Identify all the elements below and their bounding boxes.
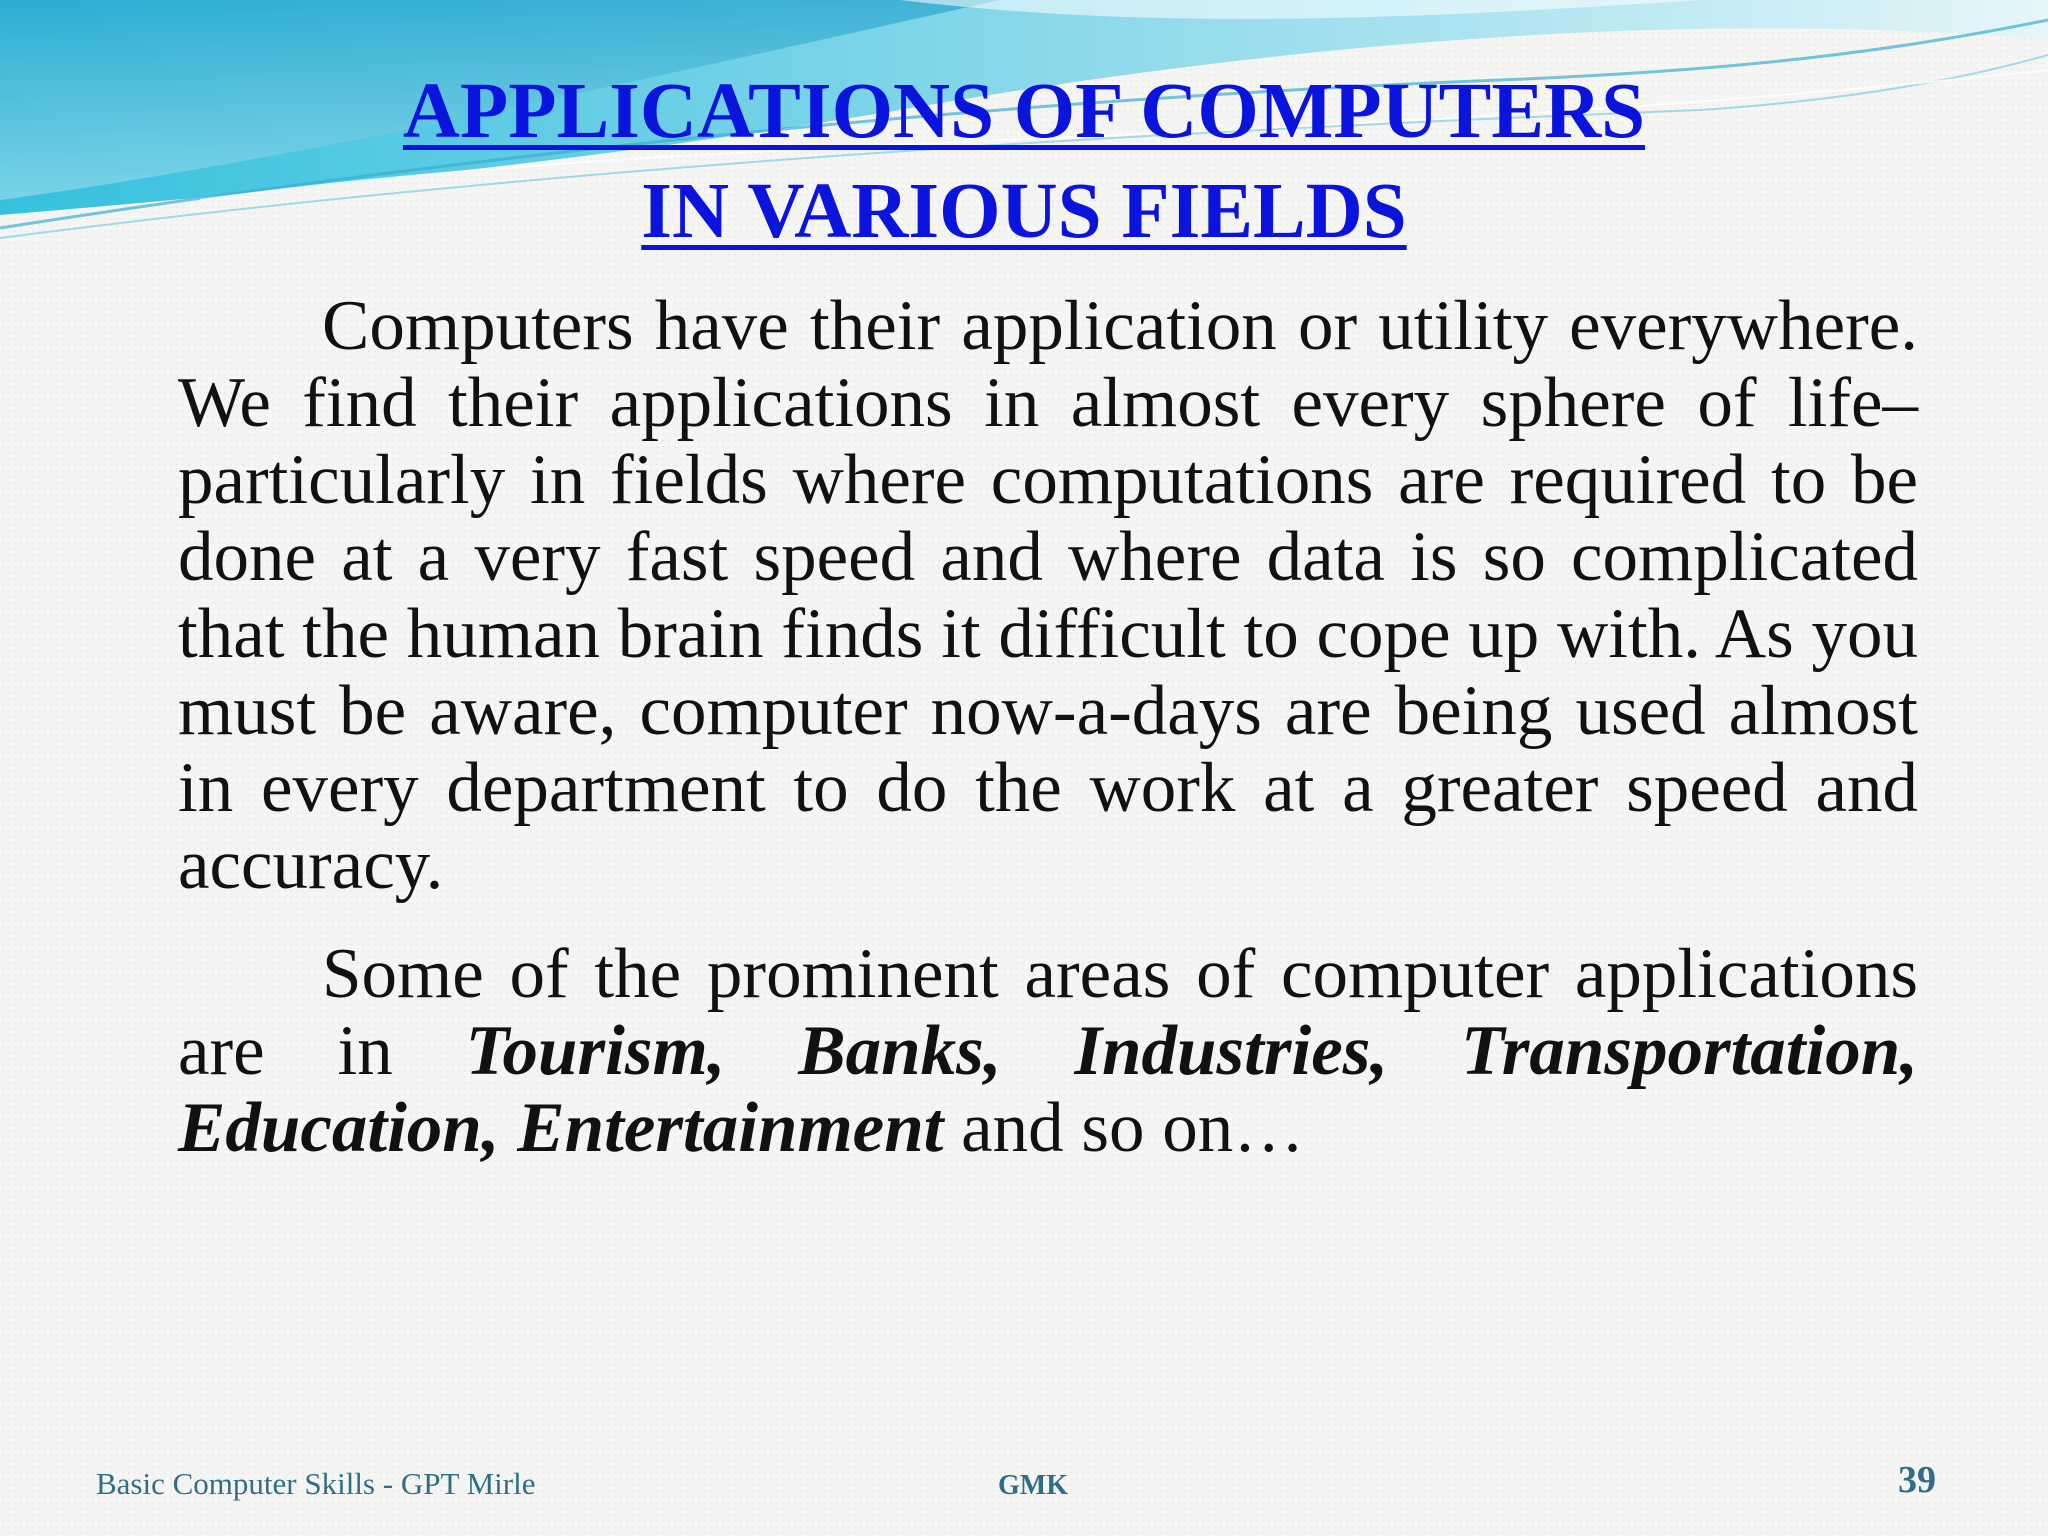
footer-course-name: Basic Computer Skills - GPT Mirle [96,1466,536,1501]
field-entertainment: Entertainment [517,1089,944,1167]
field-banks: Banks, [798,1012,1002,1090]
footer-author-initials: GMK [998,1470,1068,1501]
slide-title [0,62,2048,262]
paragraph-2 [178,936,1918,1167]
field-education: Education, [178,1089,500,1167]
paragraph-2-intro: Some of the prominent areas of computer applications are in [178,935,1918,1090]
title-line-2: IN VARIOUS FIELDS [641,168,1407,255]
title-line-1: APPLICATIONS OF COMPUTERS [402,68,1646,155]
slide-number: 39 [1898,1459,1936,1501]
body-text [178,288,1918,1167]
field-transportation: Transportation, [1460,1012,1918,1090]
paragraph-2-outro: and so on… [961,1089,1305,1167]
field-tourism: Tourism, [465,1012,726,1090]
paragraph-1: Computers have their application or utility everywhere. We find their applications in almost every sphere of life–particularly in fields where computations are required to be done at a very fast speed and where data is so complicated that the human brain finds it difficult to cope up with. As you must be aware, computer now-a-days are being used almost in every department to do the work at a greater speed and accuracy. [178,287,1918,904]
field-industries: Industries, [1074,1012,1389,1090]
